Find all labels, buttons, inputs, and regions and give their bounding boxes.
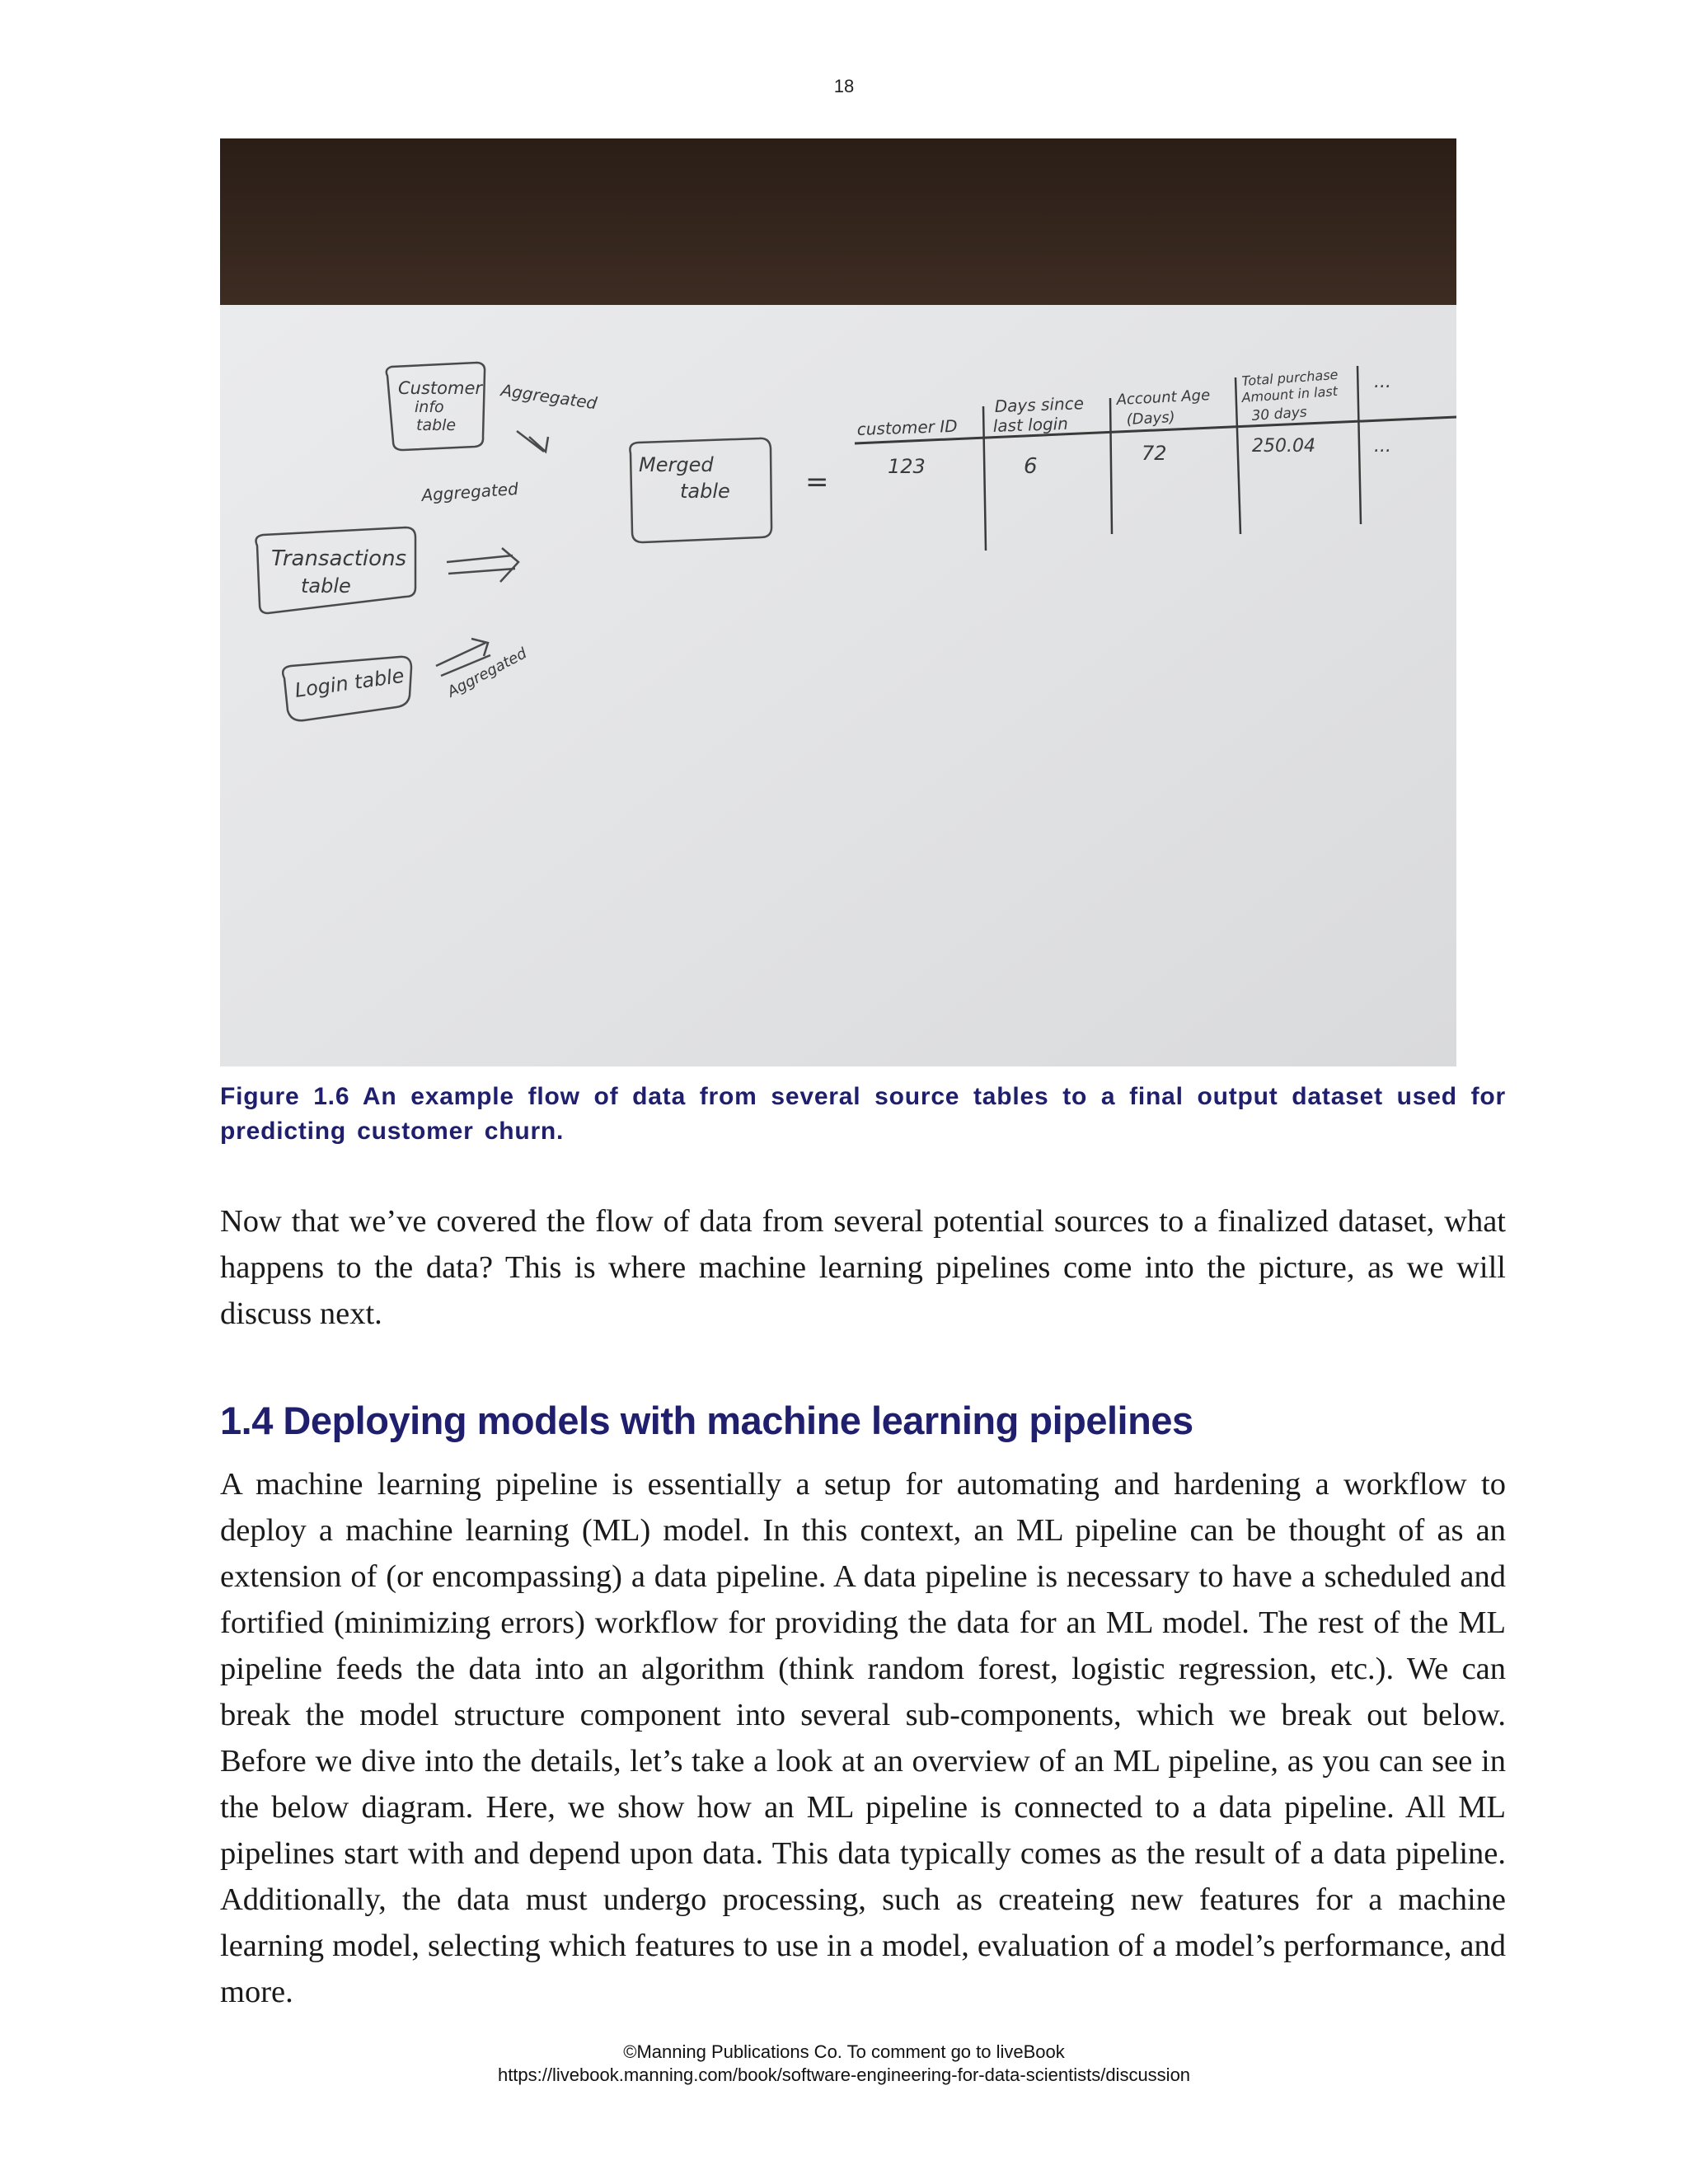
cell-total-purchase: 250.04 — [1252, 436, 1315, 457]
transactions-label-2: table — [301, 574, 351, 598]
section-heading: 1.4 Deploying models with machine learning pipelines — [220, 1399, 1193, 1442]
desk-surface — [220, 138, 1456, 305]
customer-info-label-2: info — [415, 398, 444, 416]
cell-account-age: 72 — [1142, 442, 1167, 465]
aggregated-label-3: Aggregated — [444, 644, 530, 701]
col-ellipsis: ... — [1374, 372, 1391, 392]
customer-info-label-1: Customer — [398, 378, 483, 398]
merged-label-2: table — [680, 480, 730, 503]
cell-customer-id: 123 — [888, 455, 926, 478]
figure-caption: Figure 1.6 An example flow of data from several source tables to a final output dataset used for predicting customer churn. — [220, 1083, 1506, 1145]
paragraph-transition: Now that we’ve covered the flow of data from several potential sources to a finalized dataset, what happens to the data? This is where machine learning pipelines come into the picture, as we will discuss next. — [220, 1204, 1506, 1331]
footer-url[interactable]: https://livebook.manning.com/book/software-engineering-for-data-scientists/discussion — [497, 2064, 1191, 2085]
cell-days-since: 6 — [1024, 454, 1038, 479]
col-customer-id: customer ID — [856, 415, 958, 439]
col-total-purchase-2: Amount in last — [1240, 382, 1339, 405]
col-total-purchase-3: 30 days — [1250, 404, 1308, 424]
cell-ellipsis: ... — [1374, 436, 1391, 457]
aggregated-label-2: Aggregated — [420, 478, 519, 505]
col-days-since-2: last login — [992, 413, 1069, 436]
handwritten-sketch — [220, 138, 1456, 1066]
merged-label-1: Merged — [639, 453, 714, 476]
transactions-label-1: Transactions — [271, 546, 407, 571]
footer-copyright: ©Manning Publications Co. To comment go to liveBook — [623, 2041, 1065, 2062]
page-number: 18 — [833, 76, 855, 96]
col-days-since-1: Days since — [994, 393, 1085, 416]
customer-info-label-3: table — [416, 416, 457, 434]
col-total-purchase-1: Total purchase — [1240, 366, 1339, 389]
equals-sign: = — [805, 466, 829, 499]
login-label: Login table — [293, 663, 406, 702]
col-account-age-2: (Days) — [1126, 408, 1176, 429]
col-account-age-1: Account Age — [1116, 387, 1211, 409]
aggregated-label-1: Aggregated — [499, 380, 598, 414]
paragraph-ml-pipeline: A machine learning pipeline is essentially a setup for automating and hardening a workflow to deploy a machine learning (ML) model. In this context, an ML pipeline can be thought of as an extension of (or encompassing) a data pipeline. A data pipeline is necessary to have a scheduled and fortified (minimizing errors) workflow for providing the data for an ML model. The rest of the ML pipeline feeds the data into an algorithm (think random forest, logistic regression, etc.). We can break the model structure component into several sub-components, which we break out below. Before we dive into the details, let’s take a look at an overview of an ML pipeline, as you can see in the below diagram. Here, we show how an ML pipeline is connected to a data pipeline. All ML pipelines start with and depend upon data. This data typically comes as the result of a data pipeline. Additionally, the data must undergo processing, such as createing new features for a machine learning model, selecting which features to use in a model, evaluation of a model’s performance, and more. — [220, 1467, 1506, 2009]
figure-photo — [220, 138, 1456, 1066]
